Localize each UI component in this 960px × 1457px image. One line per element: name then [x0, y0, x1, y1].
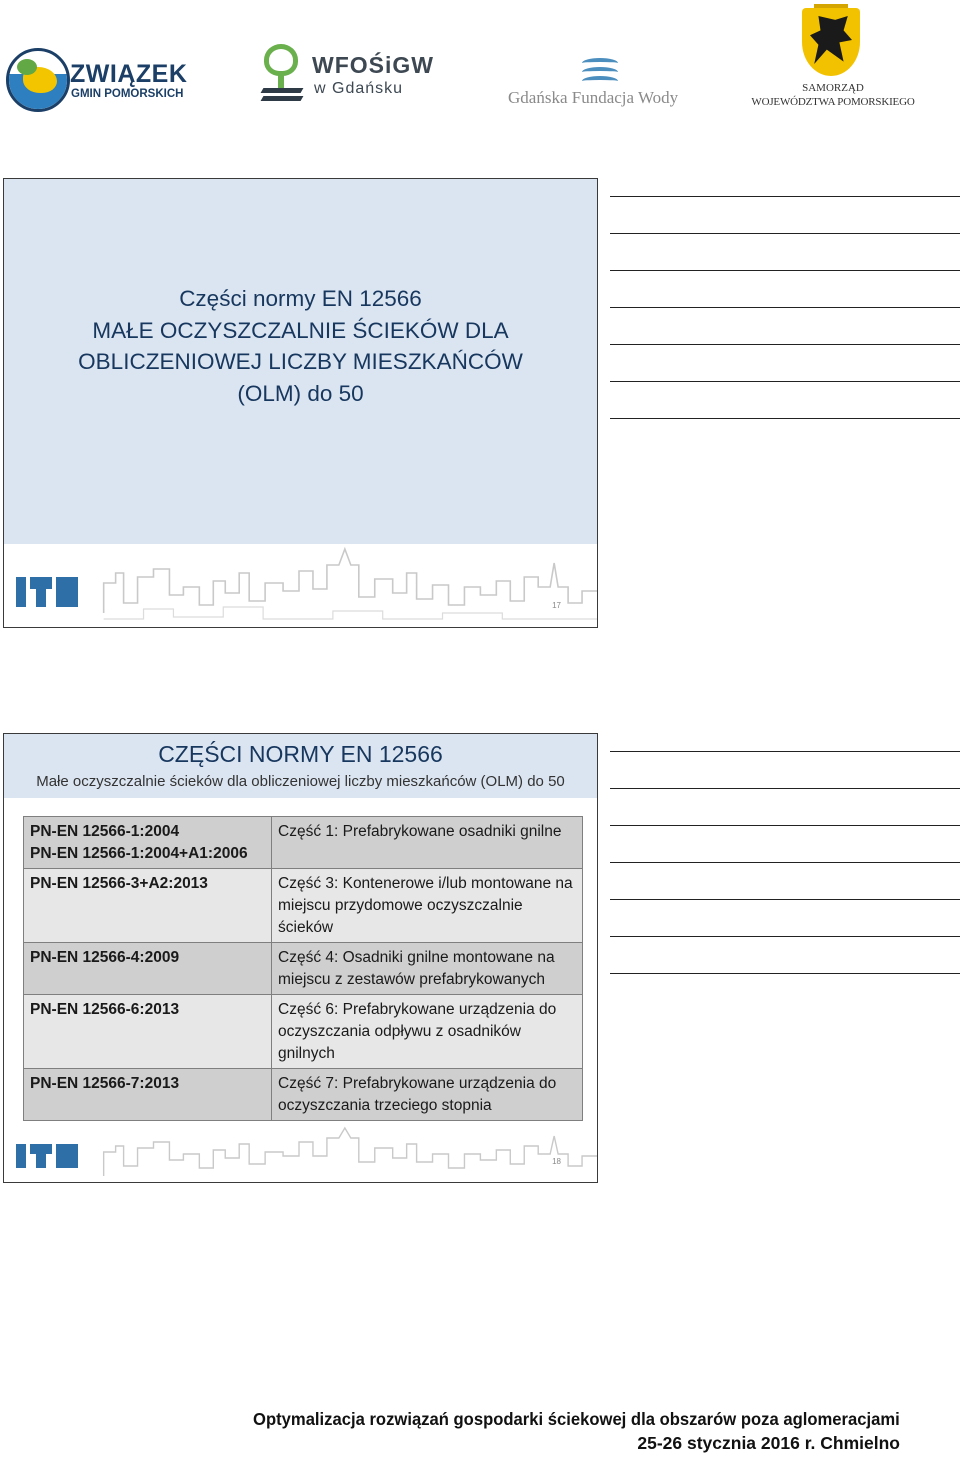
standards-table: [23, 816, 583, 1121]
title-line: OBLICZENIOWEJ LICZBY MIESZKAŃCÓW: [78, 349, 523, 374]
table-row: [24, 943, 583, 995]
standard-code-cell: [24, 995, 272, 1069]
itb-logo: [16, 577, 80, 607]
standard-code-cell: [24, 1069, 272, 1121]
table-row: [24, 869, 583, 943]
samorzad-wojewodztwa-logo: [748, 4, 918, 114]
title-line: Części normy EN 12566: [179, 286, 422, 311]
standard-code: PN-EN 12566-4:2009: [30, 949, 180, 966]
fundacja-name: Gdańska Fundacja Wody: [508, 88, 679, 107]
zwiazek-logo-line1: ZWIĄZEK: [70, 60, 188, 88]
standard-code-cell: [24, 943, 272, 995]
standard-code-cell: [24, 817, 272, 869]
itb-logo: [16, 1144, 80, 1168]
slide-18-subtitle: Małe oczyszczalnie ścieków dla obliczeniowej liczby mieszkańców (OLM) do 50: [36, 773, 565, 790]
gdanska-fundacja-wody-logo: [506, 52, 696, 112]
standard-code: PN-EN 12566-1:2004+A1:2006: [30, 845, 248, 862]
samorzad-line2: WOJEWÓDZTWA POMORSKIEGO: [751, 96, 915, 108]
standard-code: PN-EN 12566-6:2013: [30, 1001, 180, 1018]
griffin-coat-of-arms-icon: [802, 8, 860, 76]
samorzad-line1: SAMORZĄD: [802, 82, 864, 94]
standard-code: PN-EN 12566-3+A2:2013: [30, 875, 208, 892]
table-row: [24, 1069, 583, 1121]
standard-code-cell: [24, 869, 272, 943]
standard-description: Część 3: Kontenerowe i/lub montowane na miejscu przydomowe oczyszczalnie ścieków: [272, 869, 583, 943]
standard-description: Część 4: Osadniki gnilne montowane na miejscu z zestawów prefabrykowanych: [272, 943, 583, 995]
skyline-footer: [4, 1126, 597, 1182]
standard-description: Część 1: Prefabrykowane osadniki gnilne: [272, 817, 583, 869]
slide-18-title: CZĘŚCI NORMY EN 12566: [158, 741, 443, 767]
logo-bar: [0, 0, 960, 140]
slide-17: [3, 178, 598, 628]
table-row: [24, 817, 583, 869]
table-row: [24, 995, 583, 1069]
waves-icon: [582, 58, 620, 86]
slide-17-title: [4, 283, 597, 409]
title-line: MAŁE OCZYSZCZALNIE ŚCIEKÓW DLA: [92, 317, 509, 343]
wfosigw-name: WFOŚiGW: [312, 52, 434, 78]
skyline-footer: [4, 543, 597, 627]
zwiazek-logo-line2: GMIN POMORSKICH: [71, 88, 184, 100]
conference-date-place: 25-26 stycznia 2016 r. Chmielno: [637, 1433, 900, 1453]
standard-code: PN-EN 12566-1:2004: [30, 823, 180, 840]
pomerania-map-icon: [6, 48, 70, 112]
zwiazek-gmin-pomorskich-logo: [4, 46, 188, 116]
slide-18: [3, 733, 598, 1183]
tree-icon: [258, 42, 306, 106]
title-line: (OLM) do 50: [237, 380, 364, 406]
conference-title: Optymalizacja rozwiązań gospodarki ściekowej dla obszarów poza aglomeracjami: [253, 1409, 900, 1429]
wfosigw-city: w Gdańsku: [314, 80, 404, 97]
page-number: 17: [552, 601, 561, 610]
city-skyline-graphic: [4, 1126, 597, 1182]
standard-description: Część 7: Prefabrykowane urządzenia do oczyszczania trzeciego stopnia: [272, 1069, 583, 1121]
standard-description: Część 6: Prefabrykowane urządzenia do oczyszczania odpływu z osadników gnilnych: [272, 995, 583, 1069]
standard-code: PN-EN 12566-7:2013: [30, 1075, 180, 1092]
city-skyline-graphic: [4, 543, 597, 627]
wfosigw-logo: [258, 42, 438, 112]
page-number: 18: [552, 1157, 561, 1166]
